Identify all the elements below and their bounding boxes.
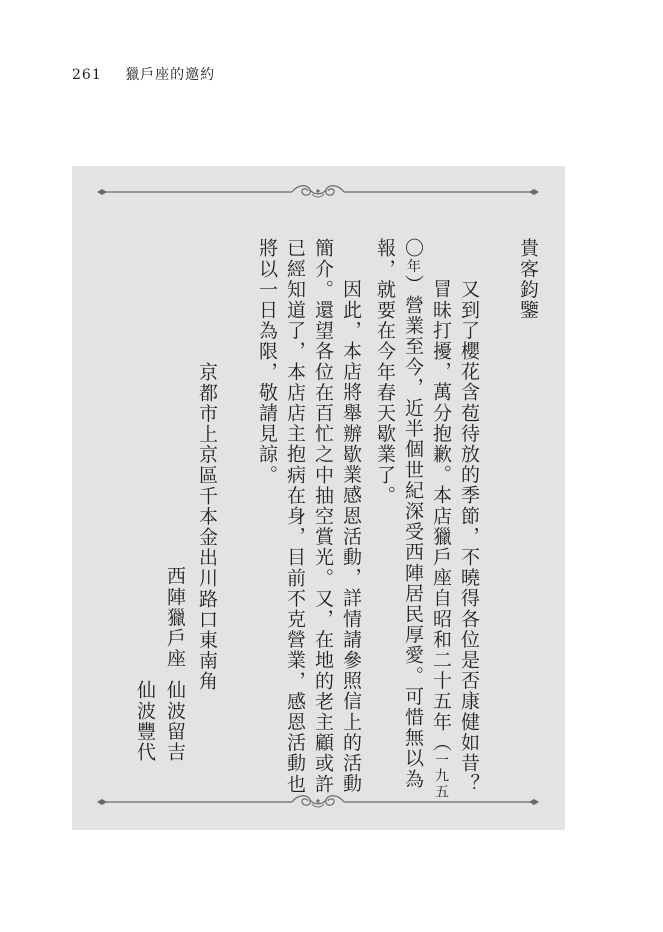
letter-line: 將以一日為限，敬請見諒。	[256, 238, 278, 486]
letter-line: 冒昧打擾，萬分抱歉。本店獵戶座自昭和二十五年（一九五	[430, 279, 452, 800]
scroll-divider-ornament-icon	[96, 792, 540, 812]
scroll-divider-ornament-icon	[96, 182, 540, 202]
letter-line: 簡介。還望各位在百忙之中抽空賞光。又，在地的老主顧或許	[312, 238, 334, 795]
book-title: 獵戶座的邀約	[125, 67, 216, 83]
shop-name: 西陣獵戶座	[164, 566, 186, 669]
page-number: 261	[72, 67, 102, 83]
shop-address: 京都市上京區千本金出川路口東南角	[196, 362, 218, 692]
running-head	[72, 64, 215, 84]
signatory-name: 仙波留吉	[164, 680, 186, 763]
letter-line: 〇年）營業至今，近半個世紀深受西陣居民厚愛。可惜無以為	[402, 238, 424, 790]
signatory-name: 仙波豐代	[134, 680, 156, 763]
letter-line: 報，就要在今年春天歇業了。	[374, 238, 396, 506]
letter-line: 因此，本店將舉辦歇業感恩活動，詳情請參照信上的活動	[340, 279, 362, 794]
letter-line: 已經知道了，本店店主抱病在身，目前不克營業，感恩活動也	[284, 238, 306, 795]
letter-salutation: 貴客鈞鑒	[517, 238, 539, 321]
letter-line: 又到了櫻花含苞待放的季節，不曉得各位是否康健如昔？	[458, 279, 480, 794]
